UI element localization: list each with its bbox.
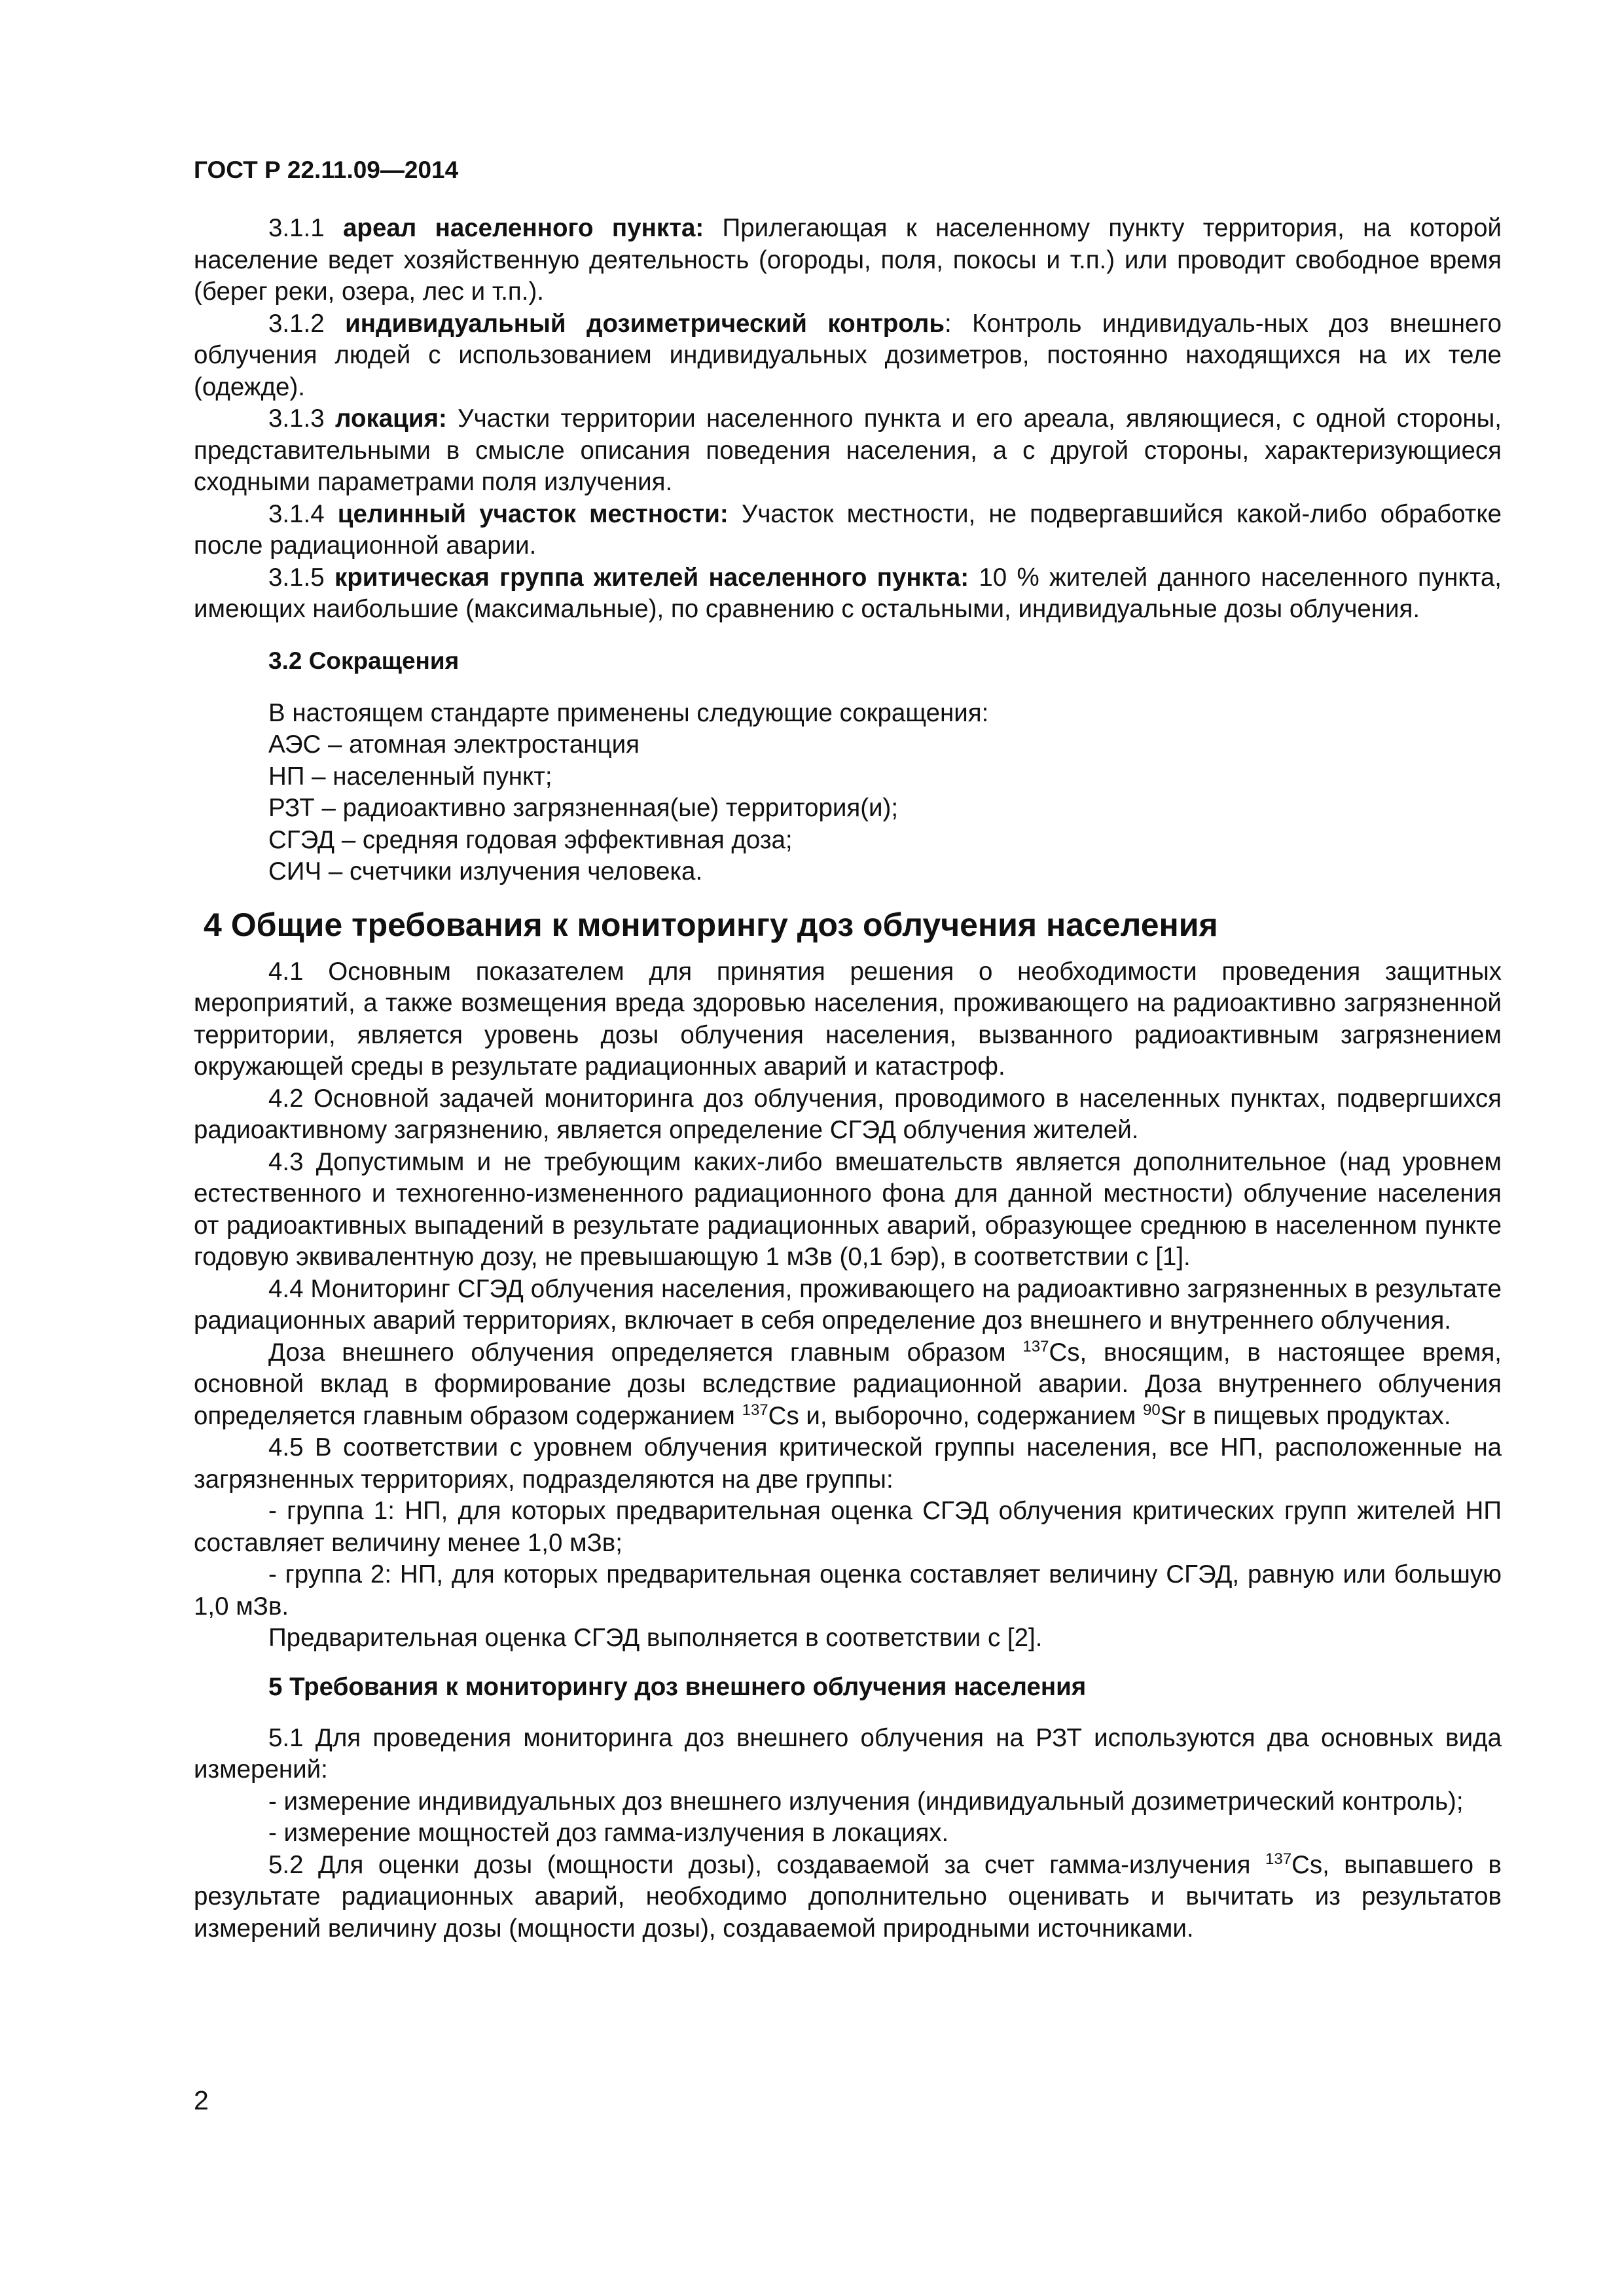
paragraph-5-1: 5.1 Для проведения мониторинга доз внешнего облучения на РЗТ используются два основных вида измерений: xyxy=(194,1723,1502,1784)
definition-term: индивидуальный дозиметрический контроль xyxy=(345,309,945,338)
definition-term: локация: xyxy=(335,404,447,433)
definition-number: 3.1.4 xyxy=(268,499,325,528)
definition-3-1-1 xyxy=(194,213,1502,308)
paragraph-4-1: 4.1 Основным показателем для принятия решения о необходимости проведения защитных мероприятий, а также возмещения вреда здоровью населения, проживающего на радиоактивно загрязненной территории, является уровень дозы облучения населения, вызванного радиоактивным загрязнением окружающей среды в результате радиационных аварий и катастроф. xyxy=(194,957,1502,1081)
paragraph-4-5-note: Предварительная оценка СГЭД выполняется в соответствии с [2]. xyxy=(268,1624,1043,1652)
paragraph-4-2: 4.2 Основной задачей мониторинга доз облучения, проводимого в населенных пунктах, подвергшихся радиоактивному загрязнению, является определение СГЭД облучения жителей. xyxy=(194,1084,1502,1144)
definition-term: ареал населенного пункта: xyxy=(343,214,704,242)
definition-3-1-2 xyxy=(194,308,1502,404)
list-item-individual-dose: - измерение индивидуальных доз внешнего излучения (индивидуальный дозиметрический контроль); xyxy=(268,1787,1464,1816)
definition-text: 10 % жителей данного населенного пункта, имеющих наибольшие (максимальные), по сравнению с остальными, индивидуальные дозы облучения. xyxy=(194,563,1502,623)
isotope-superscript: 90 xyxy=(1143,1401,1161,1419)
paragraph-4-3: 4.3 Допустимым и не требующим каких-либо вмешательств является дополнительное (над уровнем естественного и техногенно-измененного радиационного фона для данной местности) облучение населения от радиоактивных выпадений в результате радиационных аварий, образующее среднюю в населенном пункте годовую эквивалентную дозу, не превышающую 1 мЗв (0,1 бэр), в соответствии с [1]. xyxy=(194,1147,1502,1271)
section-heading-5: 5 Требования к мониторингу доз внешнего облучения населения xyxy=(268,1672,1087,1701)
definition-term: целинный участок местности: xyxy=(337,499,729,528)
definition-term: критическая группа жителей населенного пункта: xyxy=(334,563,969,592)
document-header: ГОСТ Р 22.11.09—2014 xyxy=(194,156,459,183)
document-body xyxy=(194,213,1502,1945)
abbreviation-item: СГЭД – средняя годовая эффективная доза; xyxy=(268,825,793,854)
abbreviation-item: АЭС – атомная электростанция xyxy=(268,730,640,759)
section-heading-4: 4 Общие требования к мониторингу доз облучения населения xyxy=(204,906,1218,943)
isotope-superscript: 137 xyxy=(1022,1337,1049,1355)
list-item-dose-rate: - измерение мощностей доз гамма-излучения в локациях. xyxy=(268,1819,949,1847)
abbreviation-item: РЗТ – радиоактивно загрязненная(ые) территория(и); xyxy=(268,794,899,822)
definition-text: Участки территории населенного пункта и его ареала, являющиеся, с одной стороны, представительными в смысле описания поведения населения, а с другой стороны, характеризующиеся сходными параметрами поля излучения. xyxy=(194,404,1502,496)
isotope-superscript: 137 xyxy=(1265,1850,1292,1868)
definition-number: 3.1.1 xyxy=(268,214,325,242)
definition-number: 3.1.5 xyxy=(268,563,325,592)
isotope-superscript: 137 xyxy=(742,1401,768,1419)
abbreviations-intro: В настоящем стандарте применены следующие сокращения: xyxy=(268,698,989,727)
paragraph-4-5: 4.5 В соответствии с уровнем облучения критической группы населения, все НП, расположенные на загрязненных территориях, подразделяются на две группы: xyxy=(194,1433,1502,1494)
paragraph-4-4-dose: Доза внешнего облучения определяется главным образом $^{137}$Cs, вносящим, в настоящее время, основной вклад в формирование дозы вследствие радиационной аварии. Доза внутреннего облучения определяется главным образом содержанием $^{137}$Cs и, выборочно, содержанием $^{90}$Sr в пищевых продуктах. xyxy=(194,1337,1502,1430)
abbreviation-item: СИЧ – счетчики излучения человека. xyxy=(268,857,703,886)
paragraph-4-4: 4.4 Мониторинг СГЭД облучения населения, проживающего на радиоактивно загрязненных в результате радиационных аварий территориях, включает в себя определение доз внешнего и внутреннего облучения. xyxy=(194,1274,1502,1335)
definition-number: 3.1.3 xyxy=(268,404,325,433)
paragraph-5-2: 5.2 Для оценки дозы (мощности дозы), создаваемой за счет гамма-излучения $^{137}$Cs, выпавшего в результате радиационных аварий, необходимо дополнительно оценивать и вычитать из результатов измерений величину дозы (мощности дозы), создаваемой природными источниками. xyxy=(194,1850,1502,1943)
abbreviation-item: НП – населенный пункт; xyxy=(268,762,552,791)
definition-3-1-4 xyxy=(194,499,1502,562)
definition-text: : Контроль индивидуаль-ных доз внешнего облучения людей с использованием индивидуальных дозиметров, постоянно находящихся на их теле (одежде). xyxy=(194,309,1502,401)
subsection-heading-abbreviations: 3.2 Сокращения xyxy=(268,647,460,674)
definition-3-1-5 xyxy=(194,562,1502,626)
list-item-group-2: - группа 2: НП, для которых предварительная оценка составляет величину СГЭД, равную или большую 1,0 мЗв. xyxy=(194,1560,1502,1621)
definition-3-1-3 xyxy=(194,403,1502,499)
definition-text: Участок местности, не подвергавшийся какой-либо обработке после радиационной аварии. xyxy=(194,499,1502,560)
definition-number: 3.1.2 xyxy=(268,309,325,338)
page-number: 2 xyxy=(194,2085,209,2115)
list-item-group-1: - группа 1: НП, для которых предварительная оценка СГЭД облучения критических групп жителей НП составляет величину менее 1,0 мЗв; xyxy=(194,1497,1502,1557)
definition-text: Прилегающая к населенному пункту территория, на которой население ведет хозяйственную деятельность (огороды, поля, покосы и т.п.) или проводит свободное время (берег реки, озера, лес и т.п.). xyxy=(194,214,1502,306)
